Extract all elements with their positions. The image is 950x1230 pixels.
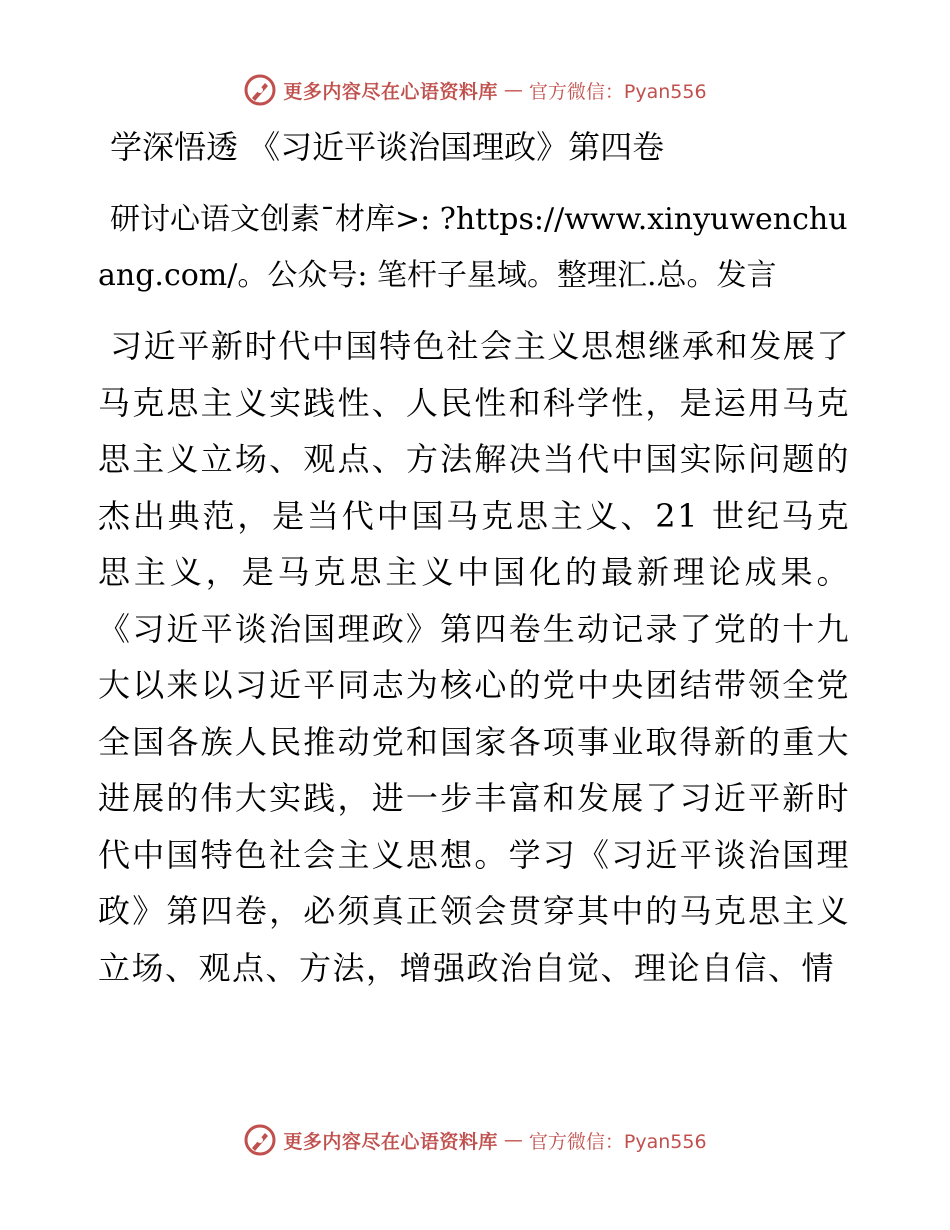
- watermark-sub-text: 官方微信：Pyan556: [528, 80, 707, 103]
- document-title: 学深悟透 《习近平谈治国理政》第四卷: [110, 128, 665, 166]
- watermark-main-text: 更多内容尽在心语资料库: [283, 80, 498, 103]
- header-watermark: [0, 70, 950, 110]
- footer-watermark: [0, 1120, 950, 1160]
- pen-circle-logo-icon: [243, 73, 277, 107]
- watermark-sub-text: 官方微信：Pyan556: [528, 1130, 707, 1153]
- pen-circle-logo-icon: [243, 1123, 277, 1157]
- watermark-dash: —: [503, 79, 523, 101]
- watermark-dash: —: [503, 1129, 523, 1151]
- source-note: 研讨心语文创素¯材库>: ?https://www.xinyuwenchuang.com/。公众号: 笔杆子星域。整理汇.总。发言: [98, 202, 848, 293]
- watermark-main-text: 更多内容尽在心语资料库: [283, 1130, 498, 1153]
- body-paragraph: 习近平新时代中国特色社会主义思想继承和发展了马克思主义实践性、人民性和科学性，是运用马克思主义立场、观点、方法解决当代中国实际问题的杰出典范，是当代中国马克思主义、21 世纪马克思主义，是马克思主义中国化的最新理论成果。《习近平谈治国理政》第四卷生动记录了党的十九大以来以习近平同志为核心的党中央团结带领全党全国各族人民推动党和国家各项事业取得新的重大进展的伟大实践，进一步丰富和发展了习近平新时代中国特色社会主义思想。学习《习近平谈治国理政》第四卷，必须真正领会贯穿其中的马克思主义立场、观点、方法，增强政治自觉、理论自信、情: [98, 327, 850, 987]
- document-body: [98, 122, 850, 996]
